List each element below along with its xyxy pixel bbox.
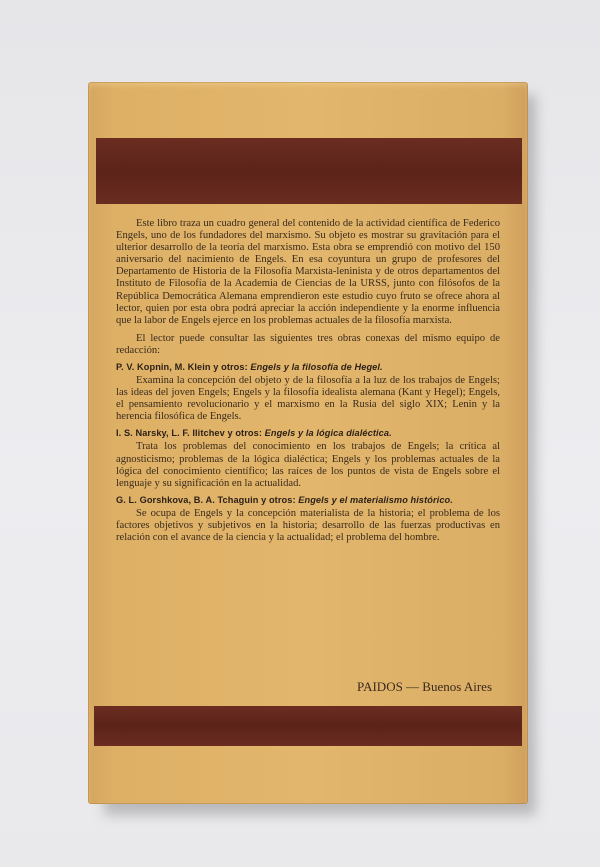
back-cover-text	[116, 218, 500, 544]
work-3-description: Se ocupa de Engels y la concepción materialista de la historia; el problema de los factores objetivos y subjetivos en la historia; desarrollo de las fuerzas productivas en relación con el avance de la ciencia y la actualidad; el problema del hombre.	[116, 507, 500, 543]
work-2-title: Engels y la lógica dialéctica.	[264, 428, 392, 439]
top-decorative-band	[96, 138, 522, 204]
bottom-decorative-band	[94, 706, 522, 746]
book-back-cover	[88, 82, 528, 804]
work-1-description: Examina la concepción del objeto y de la filosofía a la luz de los trabajos de Engels; las ideas del joven Engels; Engels y la filosofía idealista alemana (Kant y Hegel); Engels, el pensamiento revolucionario y el marxismo en la Rusia del siglo XIX; Lenin y la herencia filosófica de Engels.	[116, 375, 500, 423]
publisher-imprint: PAIDOS — Buenos Aires	[357, 679, 492, 694]
lead-paragraph: El lector puede consultar las siguientes tres obras conexas del mismo equipo de redacción:	[116, 332, 500, 356]
work-1-reference	[116, 361, 500, 373]
work-1-authors: P. V. Kopnin, M. Klein y otros:	[116, 362, 248, 373]
work-2-description: Trata los problemas del conocimiento en los trabajos de Engels; la crítica al agnosticismo; problemas de la lógica dialéctica; Engels y los problemas actuales de la lógica del conocimiento científico; las raíces de los puntos de vista de Engels sobre el lenguaje y su significación en la actualidad.	[116, 441, 500, 489]
work-2-reference	[116, 427, 500, 439]
intro-paragraph: Este libro traza un cuadro general del contenido de la actividad científica de Federico Engels, uno de los fundadores del marxismo. Su objeto es mostrar su gravitación para el ulterior desarrollo de la teoría del marxismo. Esta obra se emprendió con motivo del 150 aniversario del nacimiento de Engels. En esa coyuntura un grupo de profesores del Departamento de Historia de la Filosofía Marxista-leninista y de otros departamentos del Instituto de Filosofía de la Academia de Ciencias de la URSS, junto con filósofos de la República Democrática Alemana emprendieron este estudio cuyo fruto se ofrece ahora al lector, quien por esta obra podrá apreciar la acción independiente y la enorme influencia que la labor de Engels ejerce en los problemas actuales de la filosofía marxista.	[116, 218, 500, 326]
work-2-authors: I. S. Narsky, L. F. Ilitchev y otros:	[116, 428, 262, 439]
work-1-title: Engels y la filosofía de Hegel.	[250, 362, 383, 373]
work-3-title: Engels y el materialismo histórico.	[298, 494, 453, 505]
work-3-reference	[116, 494, 500, 506]
work-3-authors: G. L. Gorshkova, B. A. Tchaguin y otros:	[116, 494, 296, 505]
